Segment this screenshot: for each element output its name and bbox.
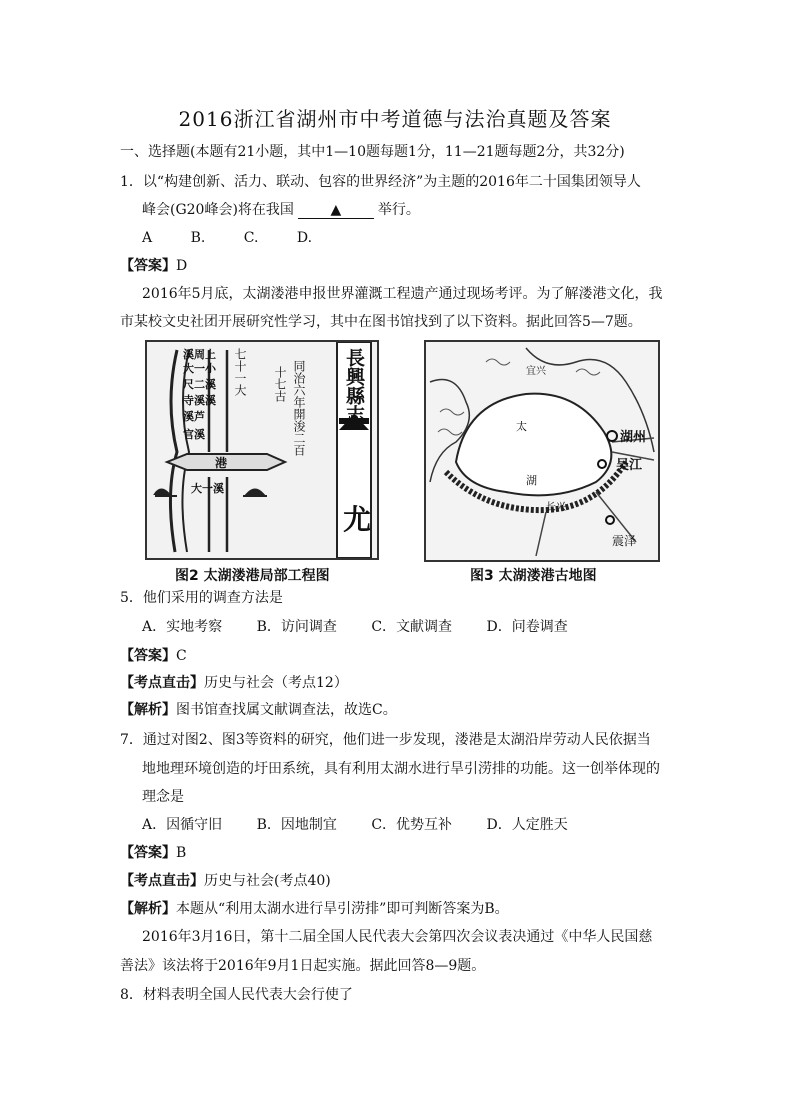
q5-option-b: B．访问调查 xyxy=(256,619,337,635)
intro1-line1: 2016年5月底，太湖溇港申报世界灌溉工程遗产通过现场考评。为了解溇港文化，我 xyxy=(142,286,663,302)
q7-option-d: D．人定胜天 xyxy=(486,817,568,833)
answer-label: 【答案】 xyxy=(120,845,176,861)
q7-point xyxy=(120,871,331,891)
q1-options xyxy=(142,228,346,248)
q7-line1: 7．通过对图2、图3等资料的研究，他们进一步发现，溇港是太湖沿岸劳动人民依据当 xyxy=(120,732,651,748)
q1-line2 xyxy=(142,200,420,220)
q7-answer-value: B xyxy=(176,845,187,861)
q7-line3: 理念是 xyxy=(142,789,184,805)
intro2-line1: 2016年3月16日，第十二届全国人民代表大会第四次会议表决通过《中华人民国慈 xyxy=(142,929,653,945)
q1-option-b: B. xyxy=(190,230,206,246)
figure-2-caption: 图2 太湖溇港局部工程图 xyxy=(175,568,330,584)
q5-option-c: C．文献调查 xyxy=(371,619,453,635)
q1-answer-value: D xyxy=(176,258,188,274)
fig2-corner-char: 尤 xyxy=(343,503,372,536)
q7-analysis-value: 本题从“利用太湖水进行旱引涝排”即可判断答案为B。 xyxy=(176,901,509,917)
q1-option-d: D. xyxy=(296,230,313,246)
q5-answer xyxy=(120,646,187,666)
fig3-label-changxing: 长兴 xyxy=(546,502,566,513)
fig2-vertical-text-3: 十七古 xyxy=(273,366,287,402)
fig3-label-wujiang: 吴江 xyxy=(616,458,643,473)
q5-question: 5．他们采用的调查方法是 xyxy=(120,590,283,606)
q5-option-d: D．问卷调查 xyxy=(486,619,568,635)
q1-line2-pre: 峰会(G20峰会)将在我国 xyxy=(142,202,294,218)
fig2-vertical-text-2: 同治六年開浚二百 xyxy=(292,360,306,456)
fig2-left-label-1: 溪周上 xyxy=(183,348,216,361)
fig3-label-huzhou: 湖州 xyxy=(620,430,647,445)
point-label: 【考点直击】 xyxy=(120,675,204,691)
analysis-label: 【解析】 xyxy=(120,901,176,917)
q5-option-a: A．实地考察 xyxy=(142,619,223,635)
answer-label: 【答案】 xyxy=(120,648,176,664)
q7-point-value: 历史与社会(考点40) xyxy=(204,873,331,889)
q8-question: 8．材料表明全国人民代表大会行使了 xyxy=(120,987,353,1003)
q1-answer xyxy=(120,256,187,276)
q5-analysis xyxy=(120,700,397,720)
q5-point xyxy=(120,673,348,693)
analysis-label: 【解析】 xyxy=(120,702,176,718)
fig3-label-hu: 湖 xyxy=(526,474,537,487)
section-heading: 一、选择题(本题有21小题，其中1—10题每题1分，11—21题每题2分，共32分) xyxy=(120,144,625,160)
fig3-label-zhenze: 震泽 xyxy=(612,534,637,548)
q7-answer xyxy=(120,843,186,863)
answer-label: 【答案】 xyxy=(120,258,176,274)
figure-3-caption: 图3 太湖溇港古地图 xyxy=(470,568,597,584)
q5-analysis-value: 图书馆查找属文献调查法，故选C。 xyxy=(176,702,397,718)
q1-option-a: A xyxy=(142,230,153,246)
fig2-left-label-3: 尺二溪 xyxy=(183,378,216,391)
figure-3-ancient-map xyxy=(424,340,660,562)
fig2-left-label-2: 大一小 xyxy=(183,362,216,375)
fig2-left-label-6: 官溪 xyxy=(183,428,205,441)
q5-point-value: 历史与社会（考点12） xyxy=(204,675,348,691)
fig2-left-label-4: 寺溪溪 xyxy=(183,394,216,407)
intro1-line2: 市某校文史社团开展研究性学习，其中在图书馆找到了以下资料。据此回答5—7题。 xyxy=(120,314,642,330)
fig3-label-tai: 太 xyxy=(516,420,527,433)
figure-2-engineering-map xyxy=(145,340,379,560)
q7-option-c: C．优势互补 xyxy=(371,817,453,833)
fig2-vertical-text-1: 七十一大 xyxy=(233,348,247,396)
q1-blank: ▲ xyxy=(298,202,374,219)
q1-option-c: C. xyxy=(243,230,259,246)
q5-options xyxy=(142,617,598,637)
q7-option-b: B．因地制宜 xyxy=(256,817,337,833)
q7-options xyxy=(142,815,598,835)
page-title: 2016浙江省湖州市中考道德与法治真题及答案 xyxy=(178,107,612,131)
fig2-book-title: 長興縣志 xyxy=(343,348,365,424)
point-label: 【考点直击】 xyxy=(120,873,204,889)
fig2-left-label-7: 大一溪 xyxy=(191,482,224,495)
q5-answer-value: C xyxy=(176,648,187,664)
q1-line2-post: 举行。 xyxy=(377,202,420,218)
q1-line1: 1．以“构建创新、活力、联动、包容的世界经济”为主题的2016年二十国集团领导人 xyxy=(120,174,641,190)
fig2-left-label-5: 溪芦 xyxy=(183,410,205,423)
q7-option-a: A．因循守旧 xyxy=(142,817,223,833)
intro2-line2: 善法》该法将于2016年9月1日起实施。据此回答8—9题。 xyxy=(120,958,486,974)
fig2-gate-label: 港 xyxy=(215,456,228,470)
fig3-label-yixing: 宜兴 xyxy=(526,366,546,377)
q7-line2: 地地理环境创造的圩田系统，具有利用太湖水进行旱引涝排的功能。这一创举体现的 xyxy=(142,761,660,777)
q7-analysis xyxy=(120,899,509,919)
